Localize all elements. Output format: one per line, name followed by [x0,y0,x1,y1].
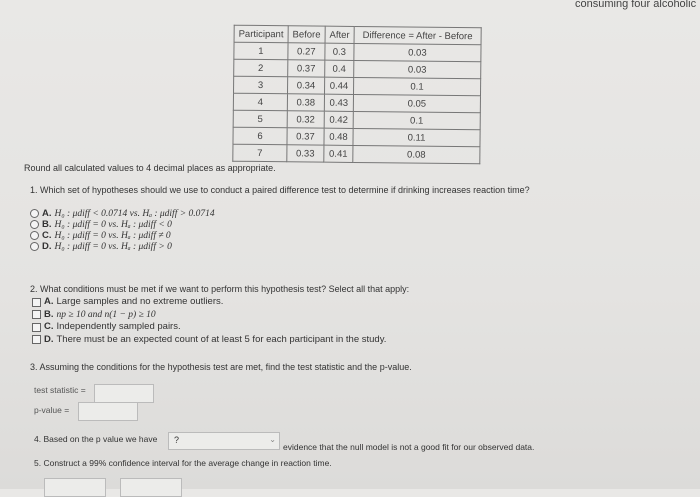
q1-option-c[interactable] [30,230,215,241]
header-participant: Participant [234,25,288,43]
radio-button[interactable] [30,220,39,229]
cell-participant: 5 [233,110,287,128]
cell-before: 0.33 [287,145,324,162]
test-statistic-input[interactable] [94,384,154,403]
option-label: B. [42,219,52,230]
question-1-text: 1. Which set of hypotheses should we use to conduct a paired difference test to determine if drinking increases reaction time? [30,185,530,195]
cell-after: 0.4 [325,60,354,77]
p-value-input[interactable] [78,402,138,421]
cell-before: 0.38 [287,94,324,111]
option-label: D. [42,241,52,252]
evidence-select-value: ? [174,435,180,445]
data-table [232,25,481,165]
cell-participant: 3 [234,76,288,94]
evidence-select[interactable] [168,432,280,450]
option-label: C. [44,321,54,332]
question-3-text: 3. Assuming the conditions for the hypothesis test are met, find the test statistic and the p-value. [30,362,412,372]
q1-option-b[interactable] [30,219,215,230]
checkbox[interactable] [32,335,41,344]
cell-difference: 0.05 [353,94,480,112]
chevron-down-icon: ⌄ [269,435,276,444]
cell-before: 0.34 [287,77,324,94]
radio-button[interactable] [30,209,39,218]
radio-button[interactable] [30,231,39,240]
question-2-options [32,296,386,346]
option-text: H₀ : μdiff < 0.0714 vs. Hₐ : μdiff > 0.0714 [54,208,215,219]
cell-after: 0.48 [324,128,353,145]
question-5-text: 5. Construct a 99% confidence interval for the average change in reaction time. [34,458,332,468]
rounding-note: Round all calculated values to 4 decimal places as appropriate. [24,163,276,173]
test-statistic-label: test statistic = [34,385,86,395]
question-2-text: 2. What conditions must be met if we want to perform this hypothesis test? Select all that apply: [30,284,410,294]
q2-option-d[interactable] [32,334,386,347]
question-header-fragment: consuming four alcoholic [575,0,697,10]
cell-participant: 4 [233,93,287,111]
cell-difference: 0.11 [353,128,480,146]
cell-participant: 2 [234,59,288,77]
cell-before: 0.27 [288,43,325,60]
checkbox[interactable] [32,323,41,332]
option-text: H₀ : μdiff = 0 vs. Hₐ : μdiff > 0 [54,241,172,252]
header-difference: Difference = After - Before [354,26,481,44]
cell-difference: 0.08 [353,145,480,163]
header-after: After [325,26,354,43]
cell-participant: 6 [233,127,287,145]
cell-difference: 0.1 [353,111,480,129]
option-label: B. [44,308,54,320]
question-1-options [30,208,215,252]
option-text: Large samples and no extreme outliers. [56,296,224,307]
cell-after: 0.42 [324,111,353,128]
cell-after: 0.41 [324,145,353,162]
cell-after: 0.3 [325,43,354,60]
cell-after: 0.43 [324,94,353,111]
header-before: Before [288,26,325,43]
question-4-prefix: 4. Based on the p value we have [34,434,158,444]
cell-difference: 0.03 [354,43,481,61]
q2-option-c[interactable] [32,321,386,334]
p-value-label: p-value = [34,405,70,415]
cell-participant: 7 [233,144,287,162]
cell-difference: 0.1 [353,77,480,95]
cell-before: 0.37 [288,60,325,77]
option-label: A. [44,296,54,307]
checkbox[interactable] [32,310,41,319]
option-text: H₀ : μdiff = 0 vs. Hₐ : μdiff < 0 [54,219,172,230]
q1-option-d[interactable] [30,241,215,252]
ci-upper-input[interactable] [120,478,182,497]
cell-after: 0.44 [324,77,353,94]
radio-button[interactable] [30,242,39,251]
option-label: C. [42,230,52,241]
option-text: Independently sampled pairs. [56,321,181,332]
q1-option-a[interactable] [30,208,215,219]
cell-participant: 1 [234,42,288,60]
option-label: A. [42,208,52,219]
q2-option-b[interactable] [32,309,386,322]
table-row [233,144,480,164]
cell-difference: 0.03 [354,60,481,78]
option-text: There must be an expected count of at least 5 for each participant in the study. [56,333,387,345]
option-text: np ≥ 10 and n(1 − p) ≥ 10 [56,309,156,320]
cell-before: 0.37 [287,128,324,145]
option-text: H₀ : μdiff = 0 vs. Hₐ : μdiff ≠ 0 [54,230,171,241]
checkbox[interactable] [32,298,41,307]
cell-before: 0.32 [287,111,324,128]
ci-lower-input[interactable] [44,478,106,497]
option-label: D. [44,333,54,345]
question-4-suffix: evidence that the null model is not a good fit for our observed data. [283,442,535,452]
q2-option-a[interactable] [32,296,386,309]
